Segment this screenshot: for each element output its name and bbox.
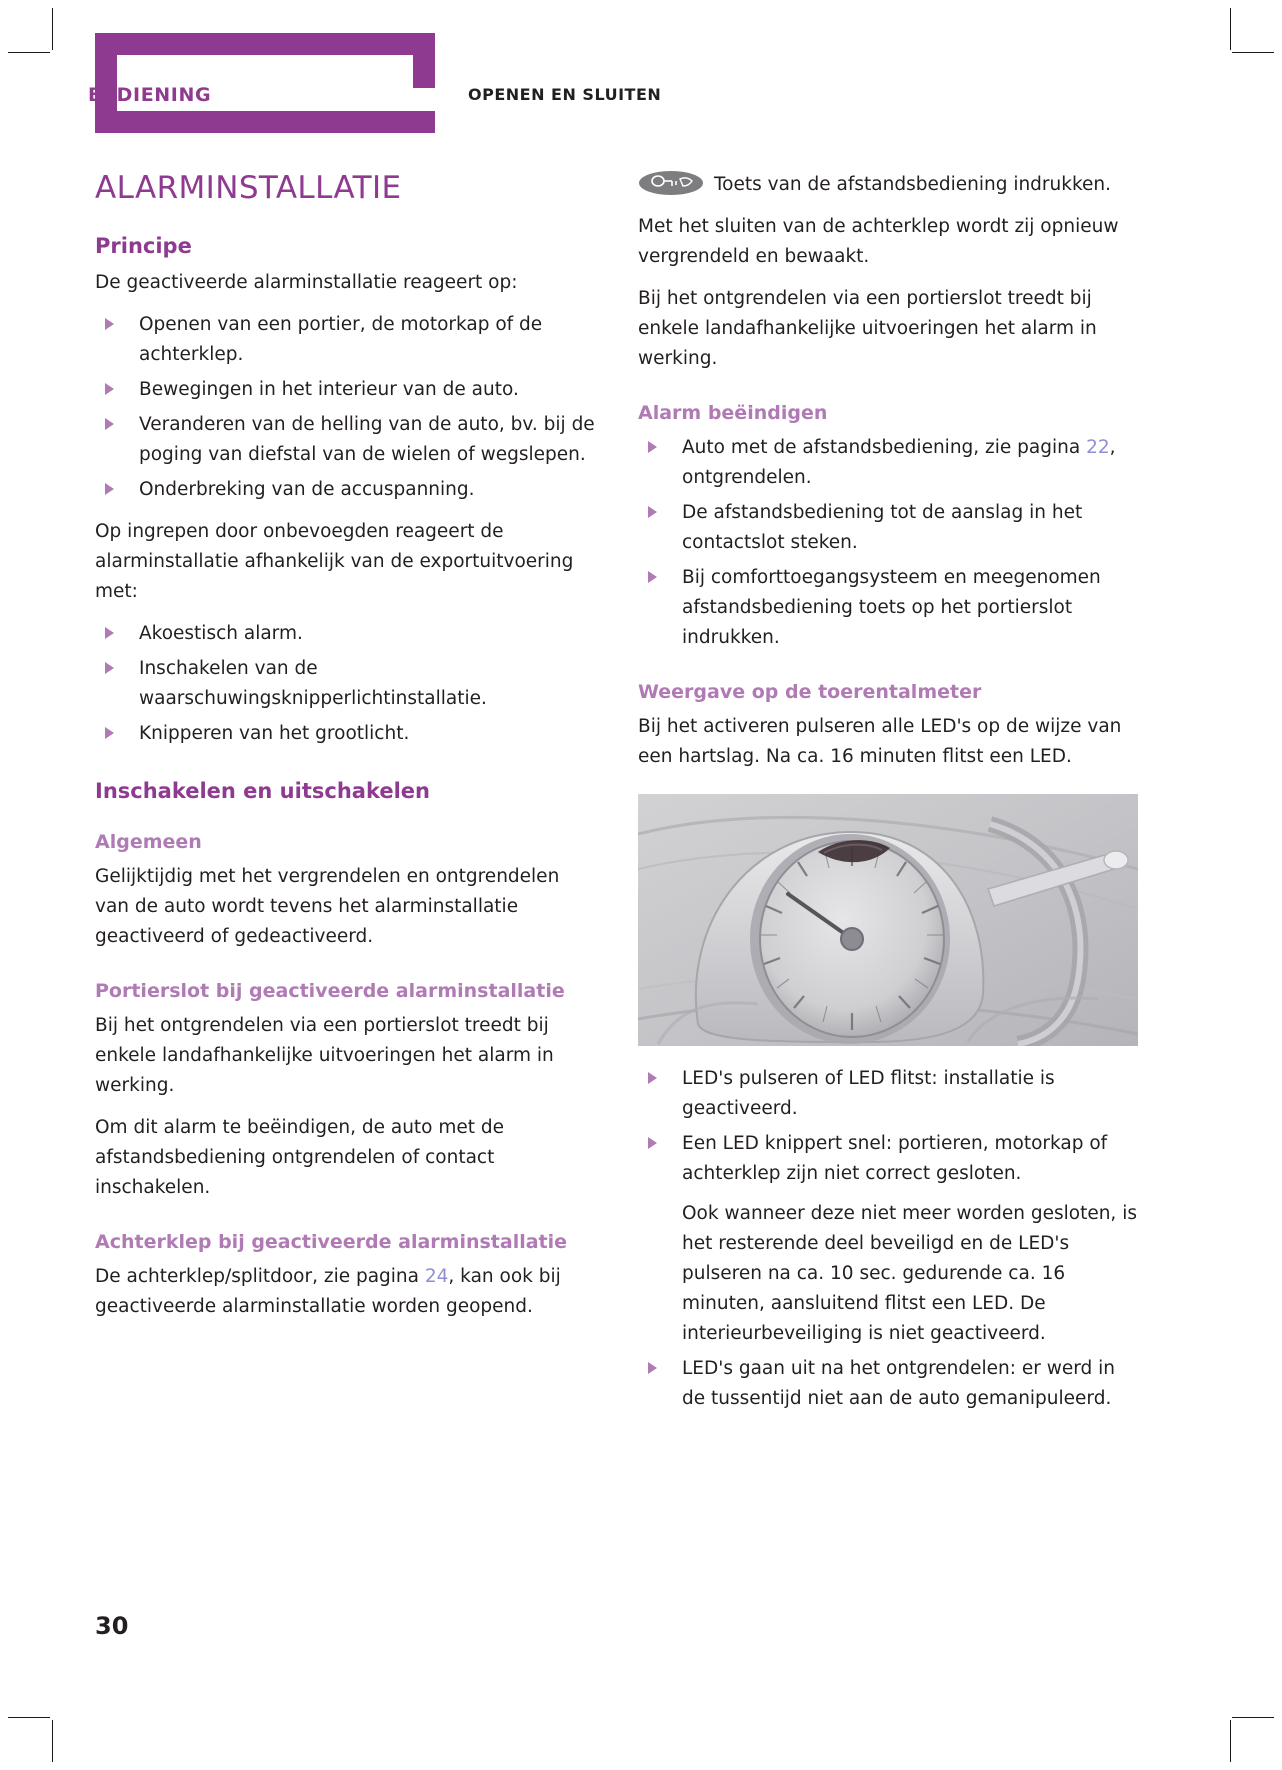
keyfob-instruction-text: Toets van de afstandsbediening indrukken. [714,174,1112,195]
achterklep-text [95,1262,595,1322]
crop-mark [1232,52,1274,53]
bullet-triangle-icon [105,483,114,495]
bullet-triangle-icon [105,727,114,739]
list-item [638,1064,1138,1124]
header-chapter-label: BEDIENING [88,84,212,106]
principe-bullet-list [95,310,595,505]
list-item [638,433,1138,493]
page-reference-link[interactable]: 24 [424,1266,449,1287]
heading-principe: Principe [95,234,192,258]
achterklep-text-before: De achterklep/splitdoor, zie pagina [95,1266,425,1287]
list-item-text: Bij comforttoegangsysteem en meegenomen afstandsbediening toets op het portierslot indrukken. [682,567,1101,648]
header-section-label: OPENEN EN SLUITEN [468,85,662,104]
right-paragraph-1: Met het sluiten van de achterklep wordt zij opnieuw vergrendeld en bewaakt. [638,216,1119,267]
list-item-text: De afstandsbediening tot de aanslag in het contactslot steken. [682,502,1083,553]
list-item-text: LED's pulseren of LED flitst: installatie is geactiveerd. [682,1068,1055,1119]
right-column [638,170,1138,1426]
list-item [95,475,595,505]
bullet-triangle-icon [105,383,114,395]
heading-achterklep: Achterklep bij geactiveerde alarminstallatie [95,1231,568,1253]
left-column [95,170,595,1334]
list-item-text: Bewegingen in het interieur van de auto. [139,379,519,400]
heading-weergave: Weergave op de toerentalmeter [638,681,982,703]
list-item-text: Openen van een portier, de motorkap of de achterklep. [139,314,543,365]
header-decoration-right [413,33,435,88]
crop-mark [8,1717,50,1718]
header-decoration-top [95,33,435,55]
page-number: 30 [95,1612,129,1640]
list-item-text: Inschakelen van de waarschuwingsknipperlichtinstallatie. [139,658,487,709]
keyfob-instruction [638,170,1138,200]
right-paragraph-2: Bij het ontgrendelen via een portierslot treedt bij enkele landafhankelijke uitvoeringen het alarm in werking. [638,288,1097,369]
alarm-beeindigen-bullet-list [638,433,1138,653]
crop-mark [1230,1720,1231,1762]
toerentalmeter-led-illustration [638,794,1138,1046]
list-item [638,563,1138,653]
export-bullet-list [95,619,595,749]
portierslot-text-2: Om dit alarm te beëindigen, de auto met de afstandsbediening ontgrendelen of contact inschakelen. [95,1117,505,1198]
crop-mark [1230,8,1231,50]
bullet-triangle-icon [105,627,114,639]
list-item-text-after: , ontgrendelen. [682,437,1116,488]
algemeen-text: Gelijktijdig met het vergrendelen en ontgrendelen van de auto wordt tevens het alarminstallatie geactiveerd of gedeactiveerd. [95,866,560,947]
list-item [638,1354,1138,1414]
principe-intro: De geactiveerde alarminstallatie reageert op: [95,272,518,293]
led-sub-paragraph: Ook wanneer deze niet meer worden gesloten, is het resterende deel beveiligd en de LED's pulseren na ca. 10 sec. gedurende ca. 16 minuten, aansluitend flitst een LED. De interieurbeveiliging is niet geactiveerd. [682,1203,1137,1344]
list-item [95,719,595,749]
bullet-triangle-icon [105,418,114,430]
remote-key-icon [638,170,704,196]
list-item-text: Akoestisch alarm. [139,623,303,644]
weergave-text: Bij het activeren pulseren alle LED's op de wijze van een hartslag. Na ca. 16 minuten flitst een LED. [638,716,1122,767]
export-intro: Op ingrepen door onbevoegden reageert de alarminstallatie afhankelijk van de exportuitvoering met: [95,521,574,602]
list-item-text: Een LED knippert snel: portieren, motorkap of achterklep zijn niet correct gesloten. [682,1133,1108,1184]
list-item-text-before: Auto met de afstandsbediening, zie pagina [682,437,1087,458]
bullet-triangle-icon [648,571,657,583]
led-bullet-list [638,1064,1138,1414]
bullet-triangle-icon [648,1137,657,1149]
header-decoration-bottom [95,111,435,133]
bullet-triangle-icon [648,1362,657,1374]
bullet-triangle-icon [648,1072,657,1084]
crop-mark [52,8,53,50]
bullet-triangle-icon [105,662,114,674]
list-item [95,410,595,470]
page-title: ALARMINSTALLATIE [95,170,402,206]
heading-alarm-beeindigen: Alarm beëindigen [638,402,828,424]
list-item-text: LED's gaan uit na het ontgrendelen: er werd in de tussentijd niet aan de auto gemanipuleerd. [682,1358,1116,1409]
heading-inschakelen: Inschakelen en uitschakelen [95,779,430,803]
bullet-triangle-icon [648,441,657,453]
list-item [95,310,595,370]
crop-mark [52,1720,53,1762]
heading-algemeen: Algemeen [95,831,202,853]
list-item [95,375,595,405]
list-item-text: Veranderen van de helling van de auto, bv. bij de poging van diefstal van de wielen of wegslepen. [139,414,595,465]
list-item [638,1129,1138,1349]
list-item-text: Onderbreking van de accuspanning. [139,479,475,500]
page-reference-link[interactable]: 22 [1086,437,1110,458]
heading-portierslot: Portierslot bij geactiveerde alarminstallatie [95,980,565,1002]
page-header [95,33,435,133]
list-item-text: Knipperen van het grootlicht. [139,723,410,744]
list-item [95,619,595,649]
list-item [638,498,1138,558]
list-item [95,654,595,714]
crop-mark [1232,1717,1274,1718]
portierslot-text-1: Bij het ontgrendelen via een portierslot treedt bij enkele landafhankelijke uitvoeringen het alarm in werking. [95,1015,554,1096]
bullet-triangle-icon [648,506,657,518]
crop-mark [8,52,50,53]
achterklep-text-after: , kan ook bij geactiveerde alarminstallatie worden geopend. [95,1266,561,1317]
bullet-triangle-icon [105,318,114,330]
